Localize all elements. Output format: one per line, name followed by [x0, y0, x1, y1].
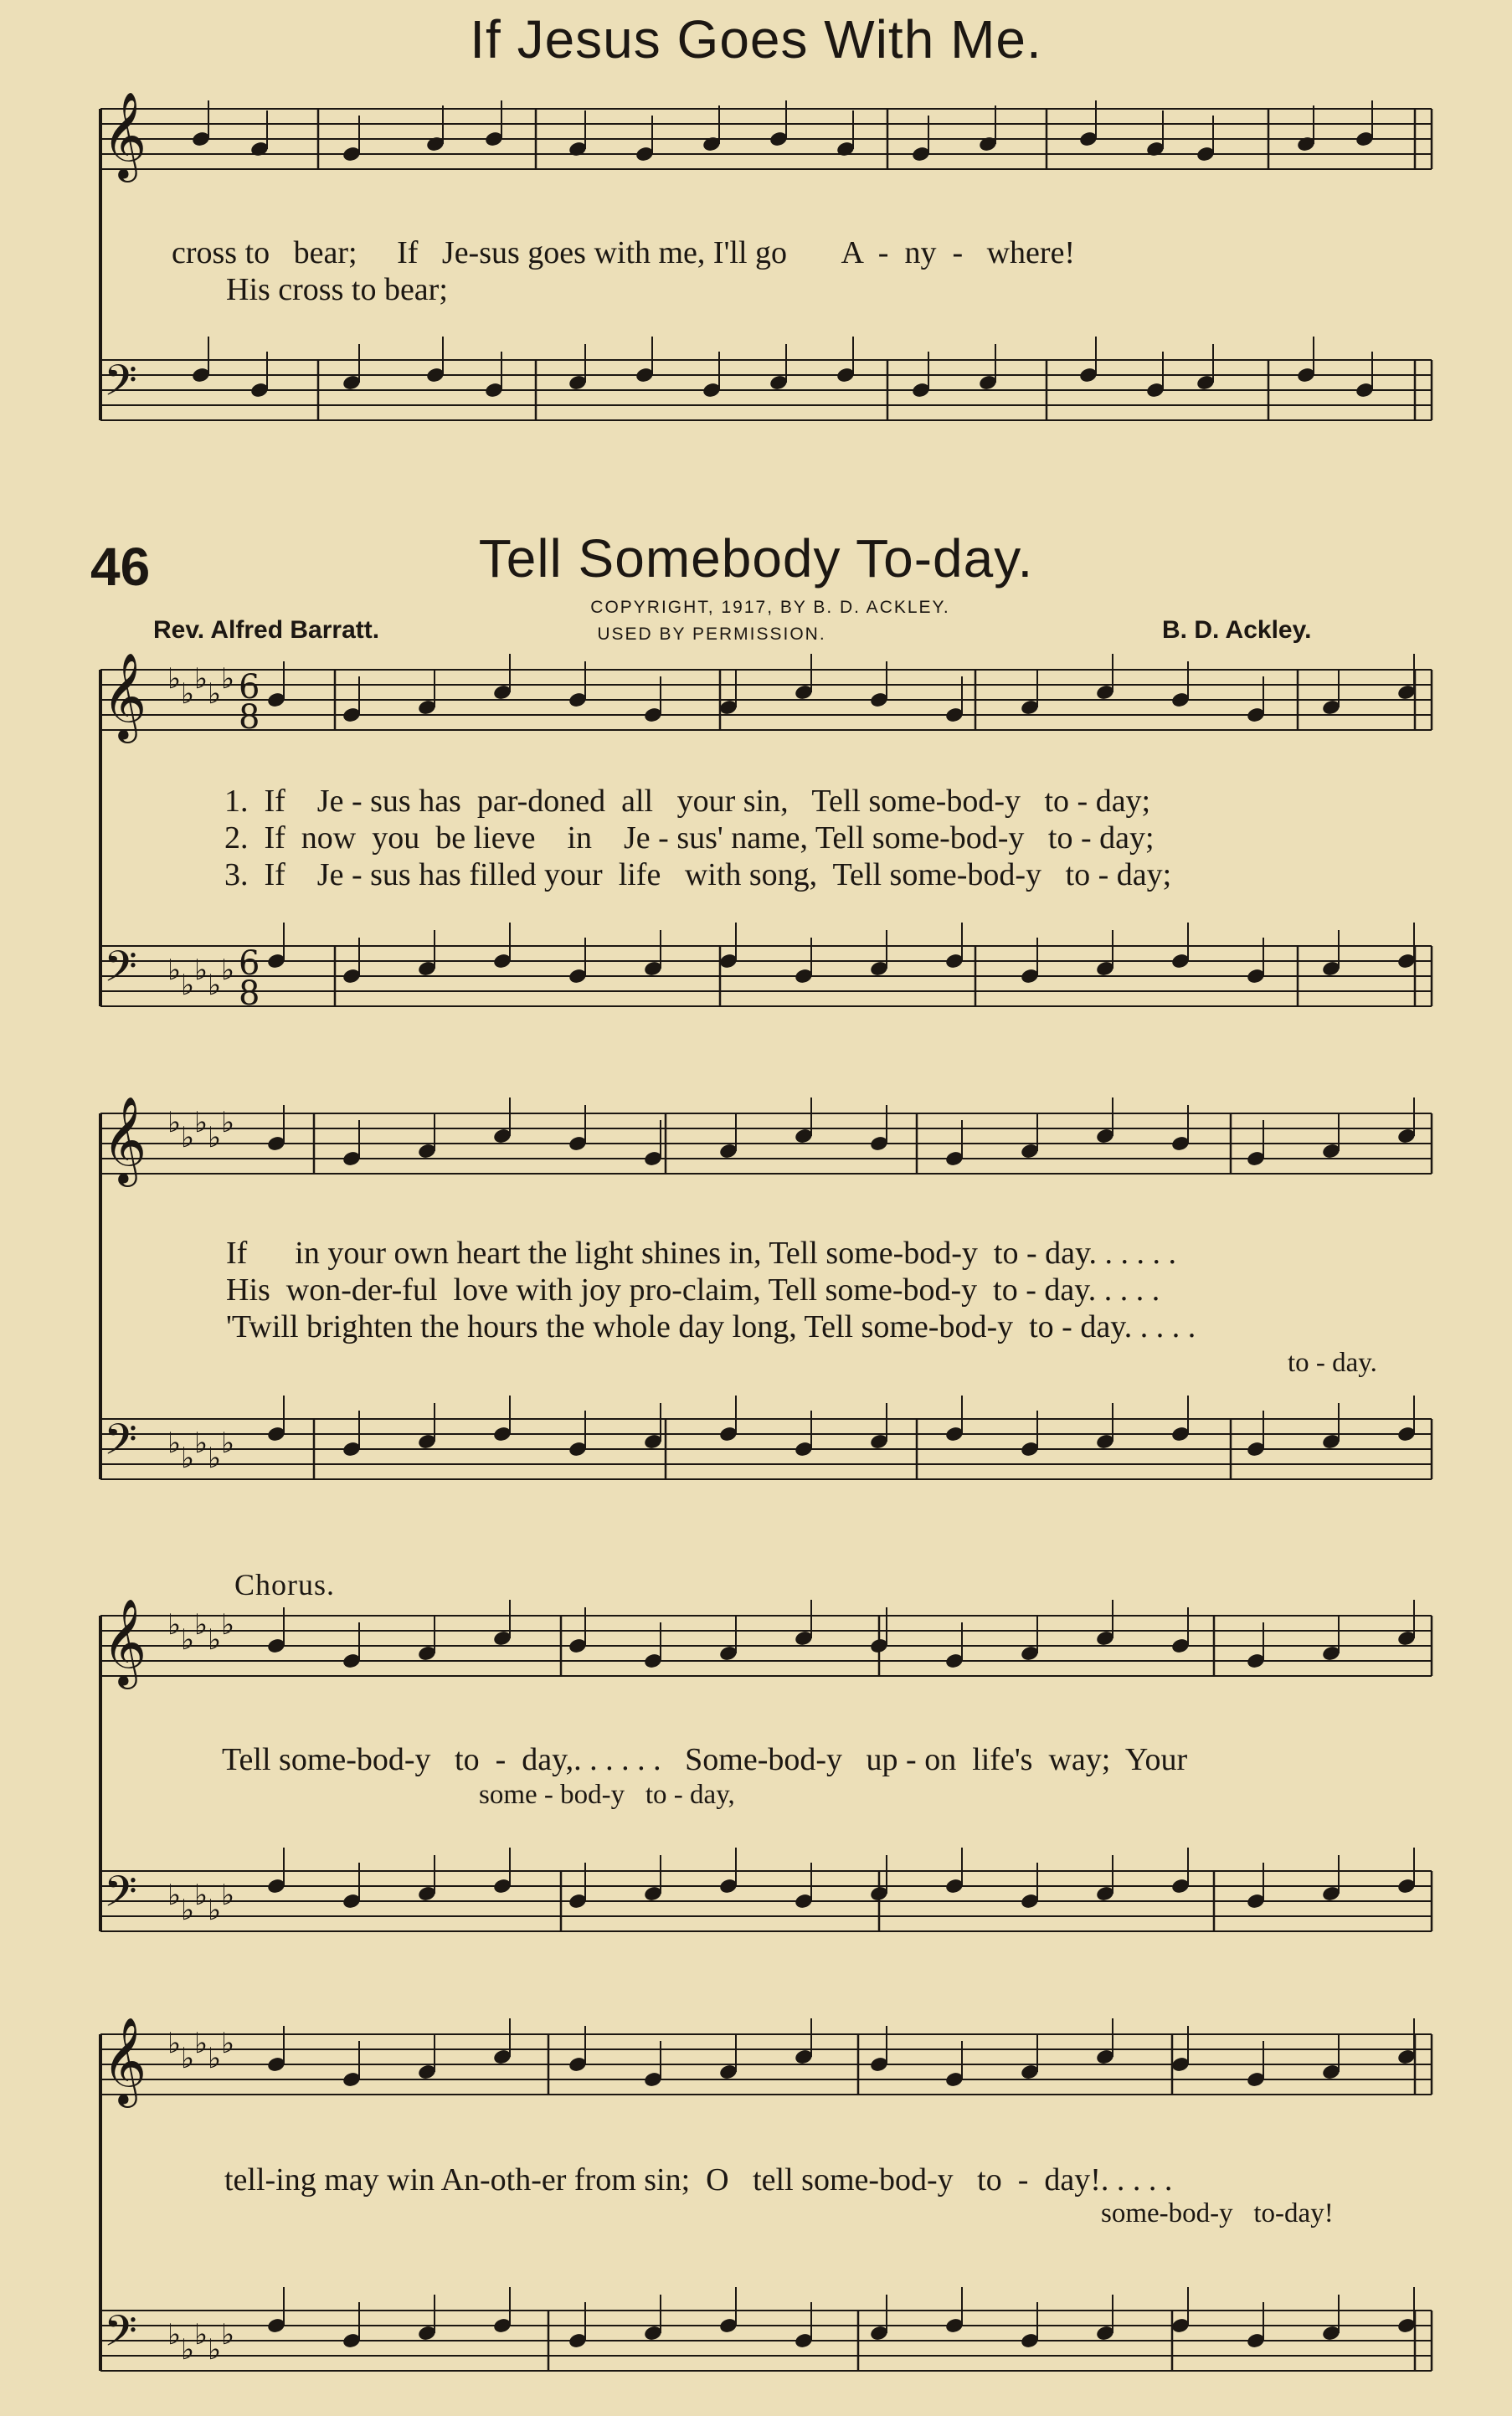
bass-staff	[100, 946, 1432, 1006]
lyricist-credit: Rev. Alfred Barratt.	[153, 616, 380, 644]
flat-icon: ♭	[167, 662, 182, 696]
flat-icon: ♭	[167, 2027, 182, 2060]
hymn-number: 46	[90, 537, 151, 597]
hymn-title: Tell Somebody To-day.	[478, 528, 1034, 589]
flat-icon: ♭	[167, 1426, 182, 1460]
treble-clef-icon: 𝄞	[102, 91, 147, 179]
flat-icon: ♭	[181, 2042, 195, 2075]
time-signature-bottom: 8	[239, 974, 260, 1013]
bass-clef-icon: 𝄢	[104, 355, 137, 416]
bass-clef-icon: 𝄢	[104, 941, 137, 1002]
flat-icon: ♭	[181, 2333, 195, 2367]
verse-3-line: 'Twill brighten the hours the whole day long, Tell some-bod-y to - day. . . . .	[226, 1309, 1196, 1344]
flat-icon: ♭	[167, 954, 182, 987]
flat-icon: ♭	[221, 1106, 235, 1139]
flat-icon: ♭	[208, 2042, 222, 2075]
flat-icon: ♭	[208, 1442, 222, 1475]
flat-icon: ♭	[221, 1426, 235, 1460]
flat-icon: ♭	[221, 2027, 235, 2060]
flat-icon: ♭	[221, 1879, 235, 1912]
verse-2-line: His won-der-ful love with joy pro-claim, Tell some-bod-y to - day. . . . .	[226, 1272, 1160, 1308]
flat-icon: ♭	[181, 1121, 195, 1154]
treble-staff	[100, 109, 1432, 169]
flat-icon: ♭	[181, 969, 195, 1002]
bass-staff	[100, 1419, 1432, 1479]
treble-clef-icon: 𝄞	[102, 1096, 147, 1184]
flat-icon: ♭	[221, 662, 235, 696]
time-signature-top: 6	[239, 668, 260, 707]
previous-hymn-title: If Jesus Goes With Me.	[470, 9, 1042, 69]
previous-hymn-lyric-line: cross to bear; If Je-sus goes with me, I'll go A - ny - where!	[172, 235, 1076, 270]
treble-clef-icon: 𝄞	[102, 1598, 147, 1686]
treble-staff	[100, 670, 1432, 730]
flat-icon: ♭	[208, 1894, 222, 1927]
flat-icon: ♭	[181, 1623, 195, 1657]
flat-icon: ♭	[221, 954, 235, 987]
treble-staff	[100, 2034, 1432, 2095]
flat-icon: ♭	[194, 1608, 208, 1642]
time-signature-bottom: 8	[239, 698, 260, 737]
composer-credit: B. D. Ackley.	[1162, 616, 1312, 644]
treble-staff	[100, 1113, 1432, 1174]
bass-clef-icon: 𝄢	[104, 1414, 137, 1475]
verse-1-line: If in your own heart the light shines in, Tell some-bod-y to - day. . . . . .	[226, 1236, 1177, 1271]
flat-icon: ♭	[208, 2333, 222, 2367]
flat-icon: ♭	[167, 1608, 182, 1642]
chorus-echo-line: some-bod-y to-day!	[1101, 2198, 1334, 2228]
previous-hymn-lyric-line: His cross to bear;	[226, 272, 448, 307]
flat-icon: ♭	[194, 1426, 208, 1460]
treble-clef-icon: 𝄞	[102, 2017, 147, 2105]
bass-staff	[100, 1871, 1432, 1931]
treble-staff	[100, 1616, 1432, 1676]
permission-notice: USED BY PERMISSION.	[597, 625, 826, 644]
time-signature-top: 6	[239, 944, 260, 983]
flat-icon: ♭	[181, 1894, 195, 1927]
flat-icon: ♭	[208, 677, 222, 711]
bass-staff	[100, 2311, 1432, 2371]
chorus-lyric-line: Tell some-bod-y to - day,. . . . . . Some-bod-y up - on life's way; Your	[222, 1742, 1188, 1777]
verse-2-line: 2. If now you be lieve in Je - sus' name, Tell some-bod-y to - day;	[224, 820, 1155, 856]
bass-clef-icon: 𝄢	[104, 1866, 137, 1927]
verse-1-line: 1. If Je - sus has par-doned all your sin, Tell some-bod-y to - day;	[224, 784, 1151, 819]
flat-icon: ♭	[167, 1879, 182, 1912]
flat-icon: ♭	[167, 1106, 182, 1139]
flat-icon: ♭	[208, 969, 222, 1002]
hymn-music	[0, 469, 1512, 2416]
flat-icon: ♭	[181, 1442, 195, 1475]
flat-icon: ♭	[194, 662, 208, 696]
verse-3-line: 3. If Je - sus has filled your life with song, Tell some-bod-y to - day;	[224, 857, 1172, 892]
flat-icon: ♭	[194, 1106, 208, 1139]
flat-icon: ♭	[208, 1623, 222, 1657]
chorus-lyric-line: tell-ing may win An-oth-er from sin; O tell some-bod-y to - day!. . . . .	[224, 2162, 1173, 2198]
flat-icon: ♭	[181, 677, 195, 711]
flat-icon: ♭	[167, 2318, 182, 2352]
alternate-ending-text: to - day.	[1288, 1348, 1377, 1378]
flat-icon: ♭	[194, 954, 208, 987]
treble-clef-icon: 𝄞	[102, 652, 147, 740]
flat-icon: ♭	[194, 2318, 208, 2352]
chorus-echo-line: some - bod-y to - day,	[479, 1780, 735, 1810]
flat-icon: ♭	[221, 1608, 235, 1642]
copyright-notice: COPYRIGHT, 1917, BY B. D. ACKLEY.	[590, 598, 950, 617]
flat-icon: ♭	[208, 1121, 222, 1154]
flat-icon: ♭	[194, 2027, 208, 2060]
flat-icon: ♭	[194, 1879, 208, 1912]
flat-icon: ♭	[221, 2318, 235, 2352]
bass-staff	[100, 360, 1432, 420]
bass-clef-icon: 𝄢	[104, 2305, 137, 2367]
chorus-label: Chorus.	[234, 1568, 336, 1601]
